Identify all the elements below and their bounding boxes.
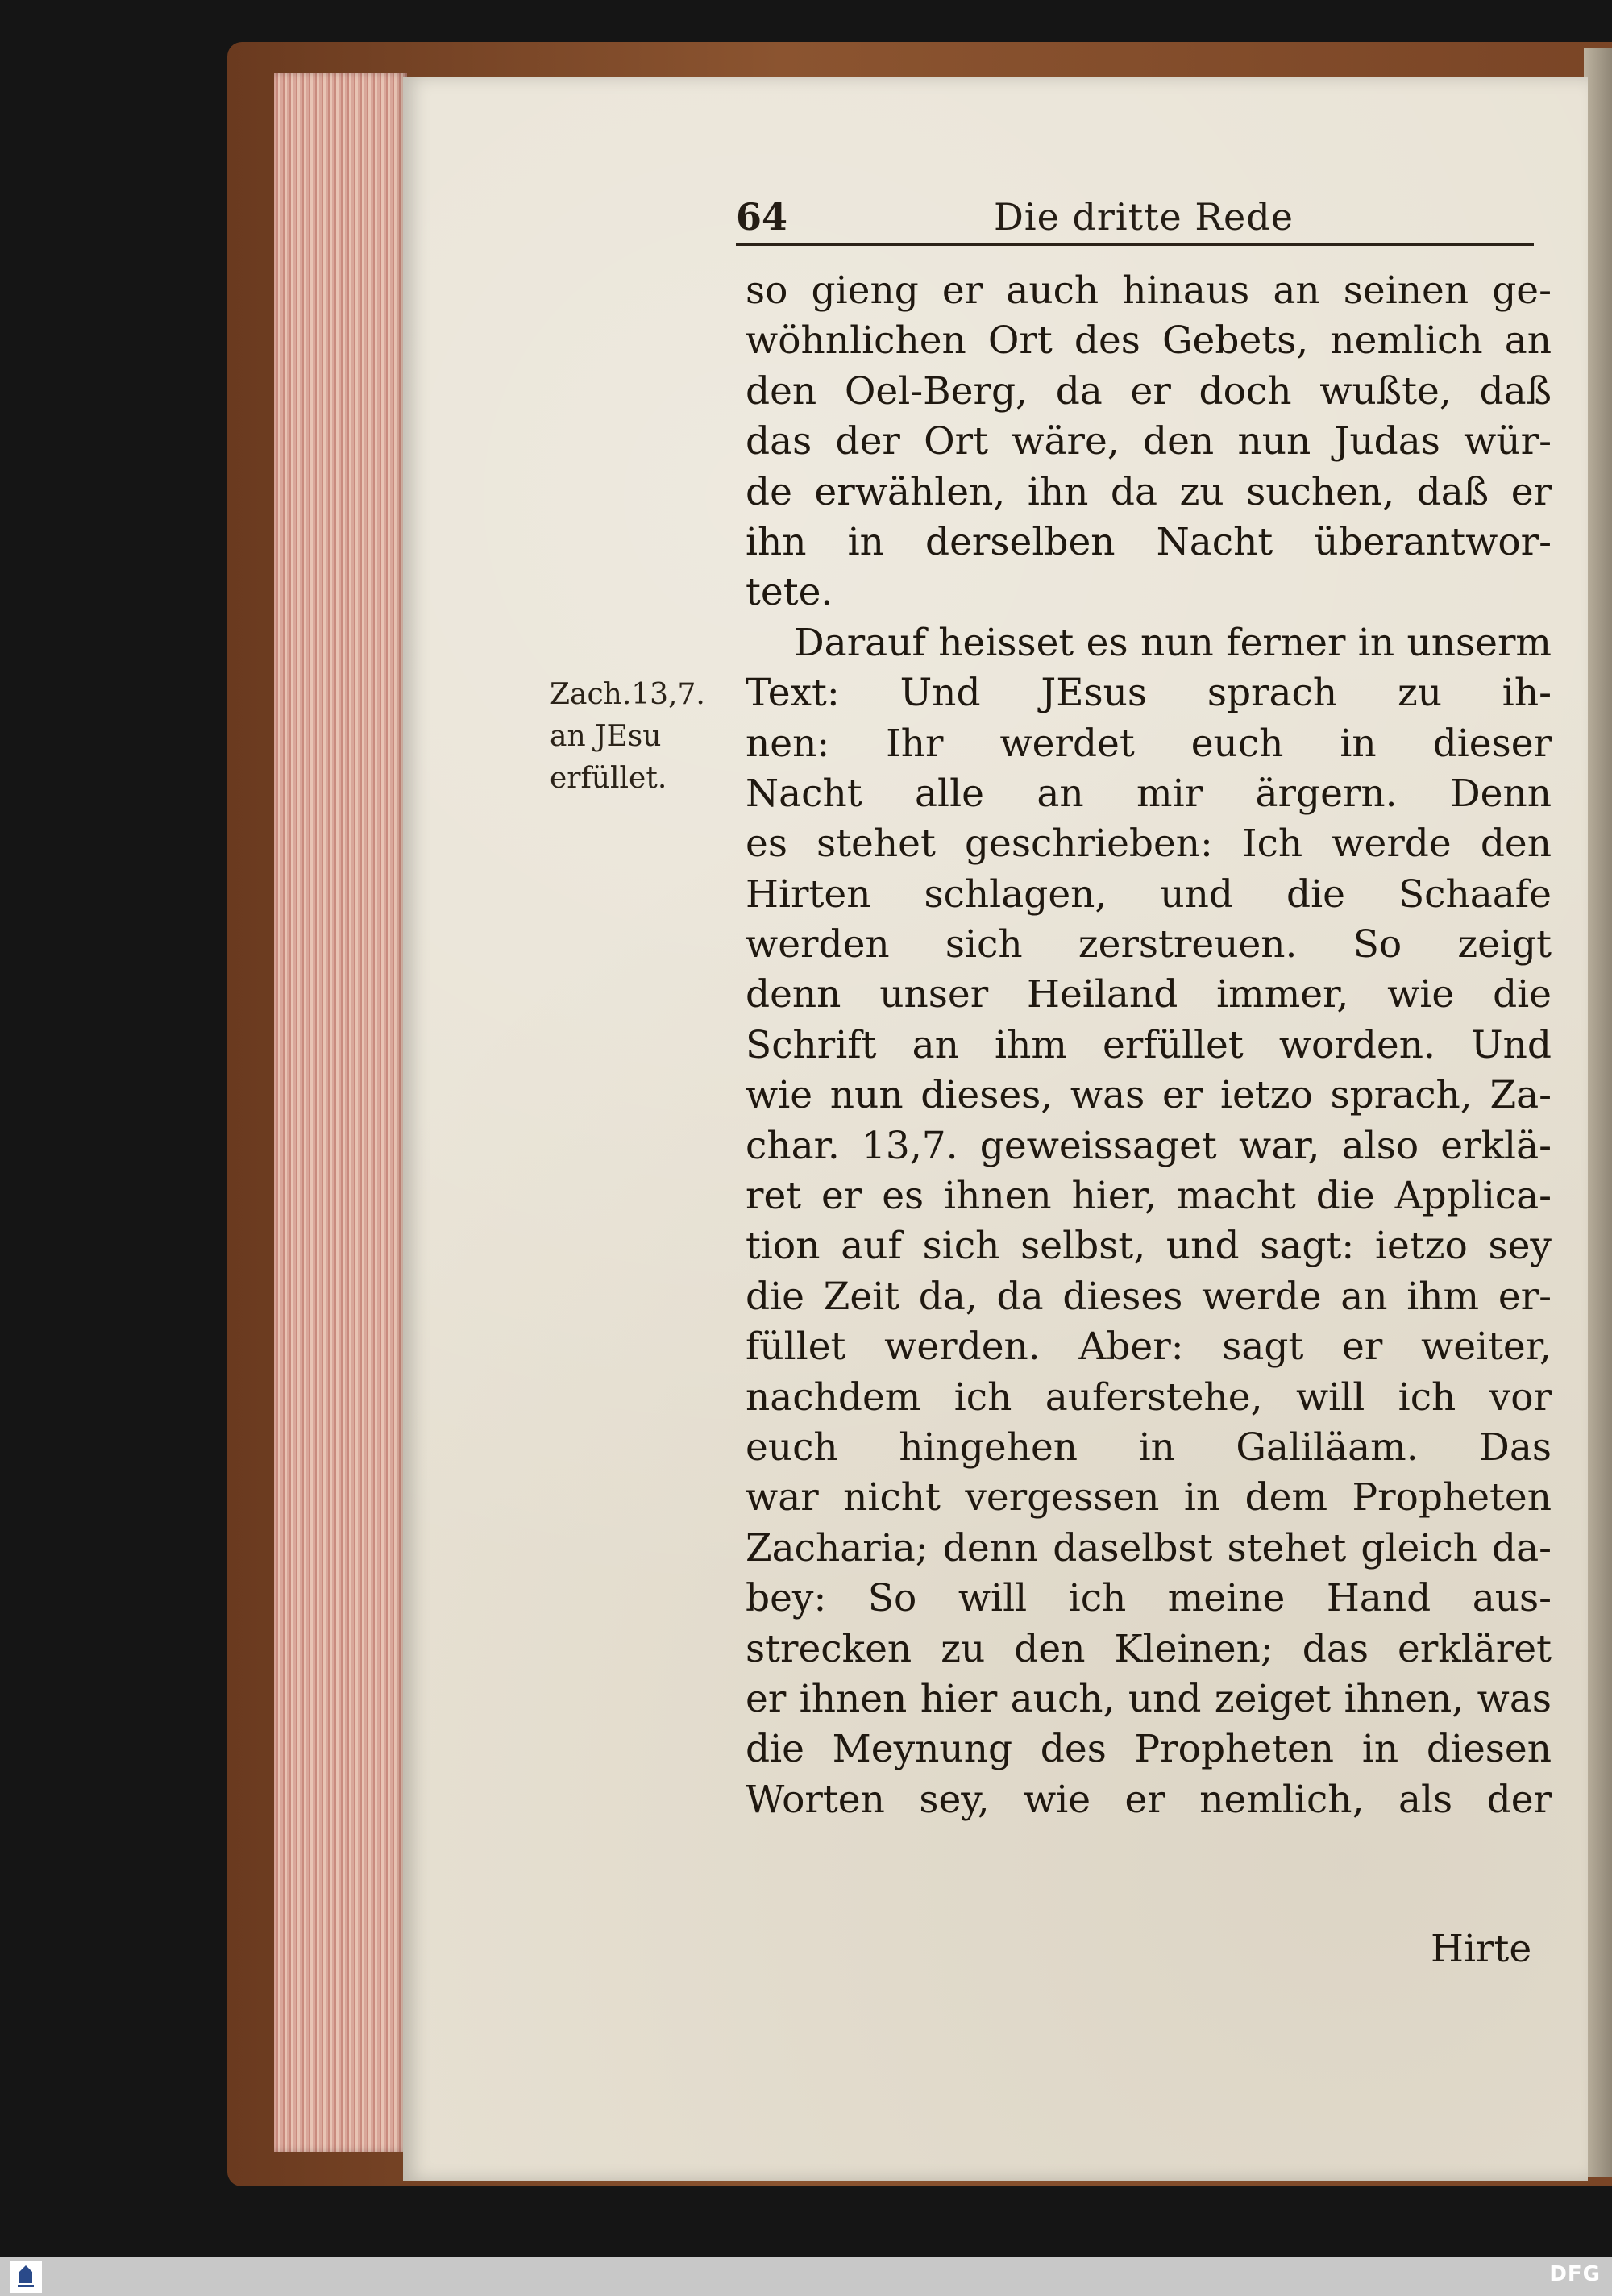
text-line: wie nun dieses, was er ietzo sprach, Za- — [746, 1073, 1552, 1118]
text-line: das der Ort wäre, den nun Judas wür- — [746, 419, 1552, 464]
dfg-label: DFG — [1549, 2262, 1601, 2286]
text-line: war nicht vergessen in dem Propheten — [746, 1475, 1552, 1520]
text-line: tete. — [746, 570, 833, 615]
marginal-line: erfüllet. — [550, 762, 667, 795]
marginal-line: Zach.13,7. — [550, 678, 705, 711]
right-page-edge — [1584, 48, 1612, 2177]
text-line: den Oel-Berg, da er doch wußte, daß — [746, 368, 1552, 414]
text-line: Worten sey, wie er nemlich, als der — [746, 1777, 1552, 1822]
text-line: die Zeit da, da dieses werde an ihm er- — [746, 1274, 1552, 1319]
text-line: Hirten schlagen, und die Schaafe — [746, 871, 1552, 917]
text-line: denn unser Heiland immer, wie die — [746, 972, 1552, 1017]
text-line: bey: So will ich meine Hand aus- — [746, 1576, 1552, 1621]
text-line: ret er es ihnen hier, macht die Applica- — [746, 1174, 1552, 1219]
body-text — [746, 266, 1552, 1825]
text-line: so gieng er auch hinaus an seinen ge- — [746, 268, 1552, 313]
text-line: es stehet geschrieben: Ich werde den — [746, 821, 1552, 867]
page-number: 64 — [736, 195, 788, 239]
text-line: Darauf heisset es nun ferner in unserm — [794, 620, 1552, 665]
header-rule — [736, 243, 1534, 246]
text-line: Schrift an ihm erfüllet worden. Und — [746, 1022, 1552, 1067]
text-line: er ihnen hier auch, und zeiget ihnen, was — [746, 1676, 1552, 1721]
text-line: tion auf sich selbst, und sagt: ietzo sey — [746, 1224, 1552, 1269]
text-line: de erwählen, ihn da zu suchen, daß er — [746, 469, 1552, 514]
text-line: nachdem ich auferstehe, will ich vor — [746, 1375, 1552, 1420]
text-line: char. 13,7. geweissaget war, also erklä- — [746, 1123, 1552, 1168]
marginal-line: an JEsu — [550, 720, 662, 753]
page-edges — [274, 73, 407, 2152]
catchword: Hirte — [1431, 1927, 1532, 1971]
text-line: ihn in derselben Nacht überantwor- — [746, 519, 1552, 564]
text-line: werden sich zerstreuen. So zeigt — [746, 922, 1552, 967]
viewer-footer-bar — [0, 2257, 1612, 2296]
text-line: Text: Und JEsus sprach zu ih- — [746, 671, 1552, 716]
text-line: euch hingehen in Galiläam. Das — [746, 1425, 1552, 1470]
library-logo-icon[interactable] — [10, 2261, 42, 2293]
text-line: Nacht alle an mir ärgern. Denn — [746, 771, 1552, 816]
text-line: wöhnlichen Ort des Gebets, nemlich an — [746, 318, 1552, 364]
text-line: strecken zu den Kleinen; das erkläret — [746, 1626, 1552, 1671]
running-head: Die dritte Rede — [994, 195, 1294, 239]
text-line: nen: Ihr werdet euch in dieser — [746, 721, 1552, 766]
text-line: Zacharia; denn daselbst stehet gleich da- — [746, 1525, 1552, 1570]
text-line: die Meynung des Propheten in diesen — [746, 1727, 1552, 1772]
text-line: füllet werden. Aber: sagt er weiter, — [746, 1325, 1552, 1370]
marginal-note — [550, 674, 743, 800]
